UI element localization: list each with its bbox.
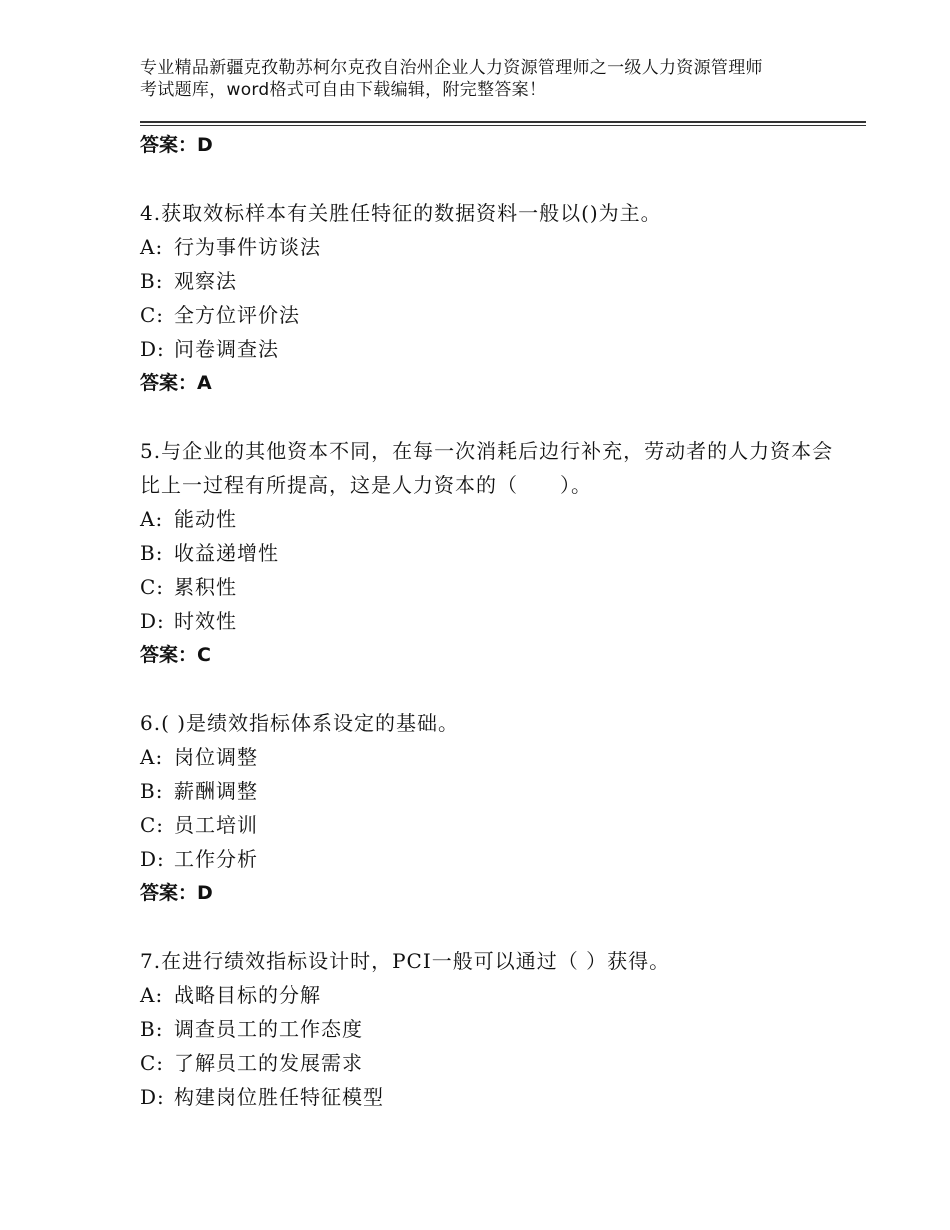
option-d [140, 842, 840, 876]
option-text: 能动性 [174, 507, 237, 531]
option-key: B: [140, 269, 164, 293]
option-text: 问卷调查法 [174, 337, 279, 361]
question-5 [140, 434, 840, 672]
answer-line: 答案：C [140, 644, 211, 666]
option-b [140, 1012, 840, 1046]
option-key: D: [140, 1085, 165, 1109]
option-b [140, 774, 840, 808]
option-c [140, 570, 840, 604]
answer-line: 答案：D [140, 882, 213, 904]
option-b [140, 536, 840, 570]
question-7 [140, 944, 840, 1114]
header-divider-thick [140, 121, 866, 123]
option-key: C: [140, 813, 165, 837]
question-4 [140, 196, 840, 400]
question-text: 5.与企业的其他资本不同，在每一次消耗后边行补充，劳动者的人力资本会比上一过程有所提高，这是人力资本的（ ）。 [140, 439, 834, 497]
option-d [140, 1080, 840, 1114]
option-text: 行为事件访谈法 [174, 235, 321, 259]
question-6 [140, 706, 840, 910]
option-text: 时效性 [174, 609, 237, 633]
option-a [140, 230, 840, 264]
document-body [140, 128, 840, 1114]
option-key: D: [140, 847, 165, 871]
option-text: 员工培训 [174, 813, 258, 837]
option-c [140, 298, 840, 332]
option-a [140, 502, 840, 536]
option-d [140, 604, 840, 638]
option-key: A: [140, 745, 164, 769]
header-divider-thin [140, 125, 866, 126]
option-text: 收益递增性 [174, 541, 279, 565]
option-key: B: [140, 1017, 164, 1041]
option-text: 岗位调整 [174, 745, 258, 769]
option-text: 调查员工的工作态度 [174, 1017, 363, 1041]
option-d [140, 332, 840, 366]
option-key: C: [140, 1051, 165, 1075]
option-text: 了解员工的发展需求 [174, 1051, 363, 1075]
document-header [140, 57, 840, 101]
question-text: 4.获取效标样本有关胜任特征的数据资料一般以()为主。 [140, 201, 662, 225]
option-c [140, 808, 840, 842]
header-line-2: 考试题库，word格式可自由下载编辑，附完整答案！ [140, 80, 547, 100]
option-text: 战略目标的分解 [174, 983, 321, 1007]
option-a [140, 740, 840, 774]
option-key: A: [140, 507, 164, 531]
option-text: 薪酬调整 [174, 779, 258, 803]
answer-line: 答案：D [140, 134, 213, 156]
question-text: 6.( )是绩效指标体系设定的基础。 [140, 711, 460, 735]
option-key: A: [140, 235, 164, 259]
option-text: 观察法 [174, 269, 237, 293]
option-text: 构建岗位胜任特征模型 [174, 1085, 384, 1109]
option-text: 累积性 [174, 575, 237, 599]
option-key: B: [140, 541, 164, 565]
option-text: 工作分析 [174, 847, 258, 871]
question-text: 7.在进行绩效指标设计时，PCI一般可以通过（ ）获得。 [140, 949, 671, 973]
header-line-1: 专业精品新疆克孜勒苏柯尔克孜自治州企业人力资源管理师之一级人力资源管理师 [140, 58, 763, 78]
option-key: D: [140, 609, 165, 633]
option-a [140, 978, 840, 1012]
option-text: 全方位评价法 [174, 303, 300, 327]
option-b [140, 264, 840, 298]
option-key: C: [140, 303, 165, 327]
option-key: C: [140, 575, 165, 599]
answer-line: 答案：A [140, 372, 212, 394]
option-key: A: [140, 983, 164, 1007]
option-key: B: [140, 779, 164, 803]
option-key: D: [140, 337, 165, 361]
option-c [140, 1046, 840, 1080]
